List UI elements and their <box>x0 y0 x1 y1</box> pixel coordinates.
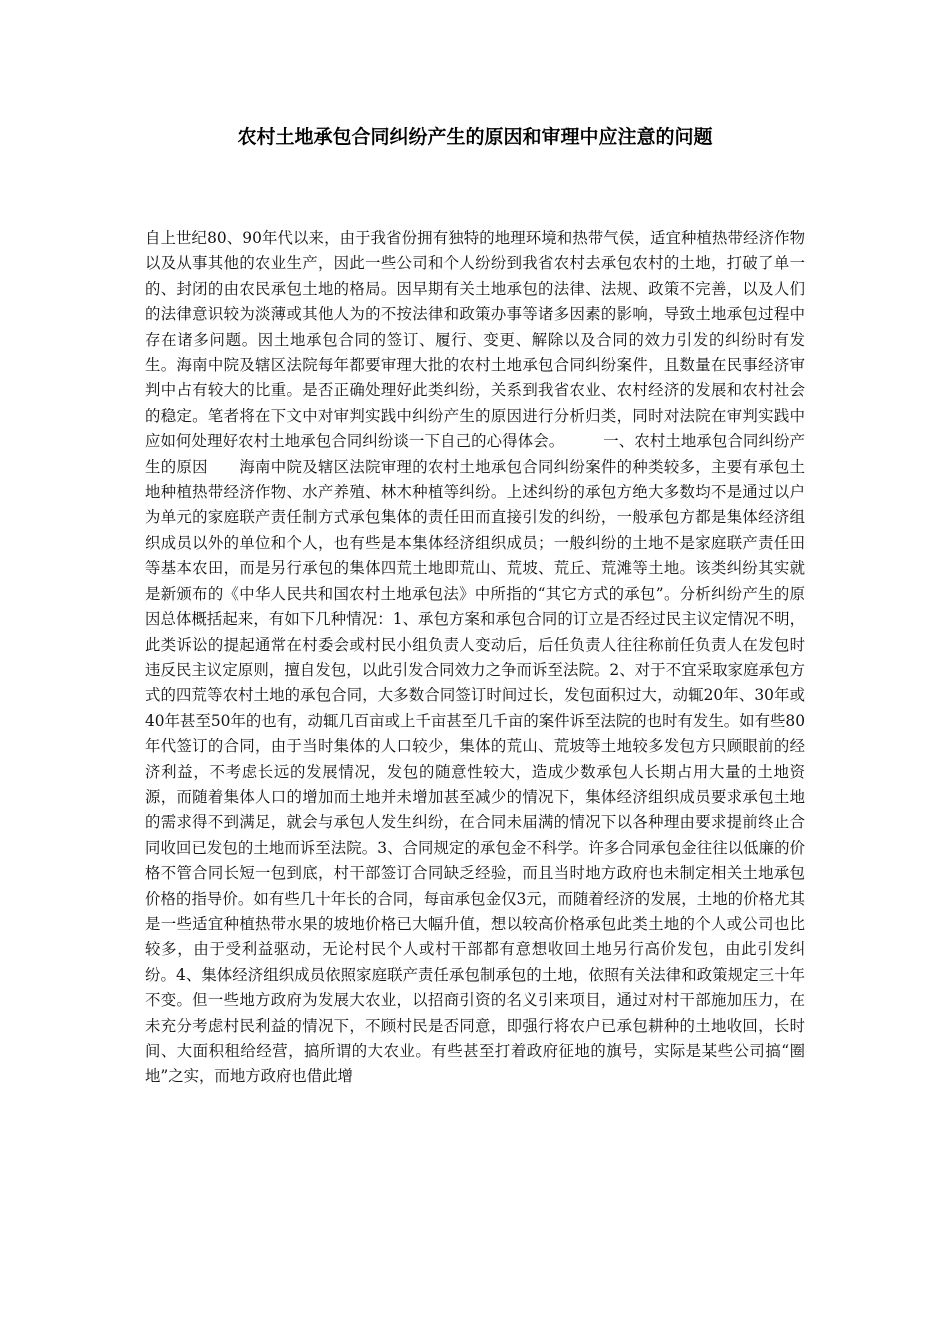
document-body-text: 自上世纪80、90年代以来，由于我省份拥有独特的地理环境和热带气侯，适宜种植热带经济作物以及从事其他的农业生产，因此一些公司和个人纷纷到我省农村去承包农村的土地，打破了单一的、封闭的由农民承包土地的格局。因早期有关土地承包的法律、法规、政策不完善，以及人们的法律意识较为淡薄或其他人为的不按法律和政策办事等诸多因素的影响，导致土地承包过程中存在诸多问题。因土地承包合同的签订、履行、变更、解除以及合同的效力引发的纠纷时有发生。海南中院及辖区法院每年都要审理大批的农村土地承包合同纠纷案件，且数量在民事经济审判中占有较大的比重。是否正确处理好此类纠纷，关系到我省农业、农村经济的发展和农村社会的稳定。笔者将在下文中对审判实践中纠纷产生的原因进行分析归类，同时对法院在审判实践中应如何处理好农村土地承包合同纠纷谈一下自己的心得体会。 一、农村土地承包合同纠纷产生的原因 海南中院及辖区法院审理的农村土地承包合同纠纷案件的种类较多，主要有承包土地种植热带经济作物、水产养殖、林木种植等纠纷。上述纠纷的承包方绝大多数均不是通过以户为单元的家庭联产责任制方式承包集体的责任田而直接引发的纠纷，一般承包方都是集体经济组织成员以外的单位和个人，也有些是本集体经济组织成员；一般纠纷的土地不是家庭联产责任田等基本农田，而是另行承包的集体四荒土地即荒山、荒坡、荒丘、荒滩等土地。该类纠纷其实就是新颁布的《中华人民共和国农村土地承包法》中所指的“其它方式的承包”。分析纠纷产生的原因总体概括起来，有如下几种情况：1、承包方案和承包合同的订立是否经过民主议定情况不明，此类诉讼的提起通常在村委会或村民小组负责人变动后，后任负责人往往称前任负责人在发包时违反民主议定原则，擅自发包，以此引发合同效力之争而诉至法院。2、对于不宜采取家庭承包方式的四荒等农村土地的承包合同，大多数合同签订时间过长，发包面积过大，动辄20年、30年或40年甚至50年的也有，动辄几百亩或上千亩甚至几千亩的案件诉至法院的也时有发生。如有些80年代签订的合同，由于当时集体的人口较少，集体的荒山、荒坡等土地较多发包方只顾眼前的经济利益，不考虑长远的发展情况，发包的随意性较大，造成少数承包人长期占用大量的土地资源，而随着集体人口的增加而土地并未增加甚至减少的情况下，集体经济组织成员要求承包土地的需求得不到满足，就会与承包人发生纠纷，在合同未届满的情况下以各种理由要求提前终止合同收回已发包的土地而诉至法院。3、合同规定的承包金不科学。许多合同承包金往往以低廉的价格不管合同长短一包到底，村干部签订合同缺乏经验，而且当时地方政府也未制定相关土地承包价格的指导价。如有些几十年长的合同，每亩承包金仅3元，而随着经济的发展，土地的价格尤其是一些适宜种植热带水果的坡地价格已大幅升值，想以较高价格承包此类土地的个人或公司也比较多，由于受利益驱动，无论村民个人或村干部都有意想收回土地另行高价发包，由此引发纠纷。4、集体经济组织成员依照家庭联产责任承包制承包的土地，依照有关法律和政策规定三十年不变。但一些地方政府为发展大农业，以招商引资的名义引来项目，通过对村干部施加压力，在未充分考虑村民利益的情况下，不顾村民是否同意，即强行将农户已承包耕种的土地收回，长时间、大面积租给经营，搞所谓的大农业。有些甚至打着政府征地的旗号，实际是某些公司搞“圈地”之实，而地方政府也借此增 <box>145 229 805 1086</box>
document-title: 农村土地承包合同纠纷产生的原因和审理中应注意的问题 <box>237 126 713 148</box>
